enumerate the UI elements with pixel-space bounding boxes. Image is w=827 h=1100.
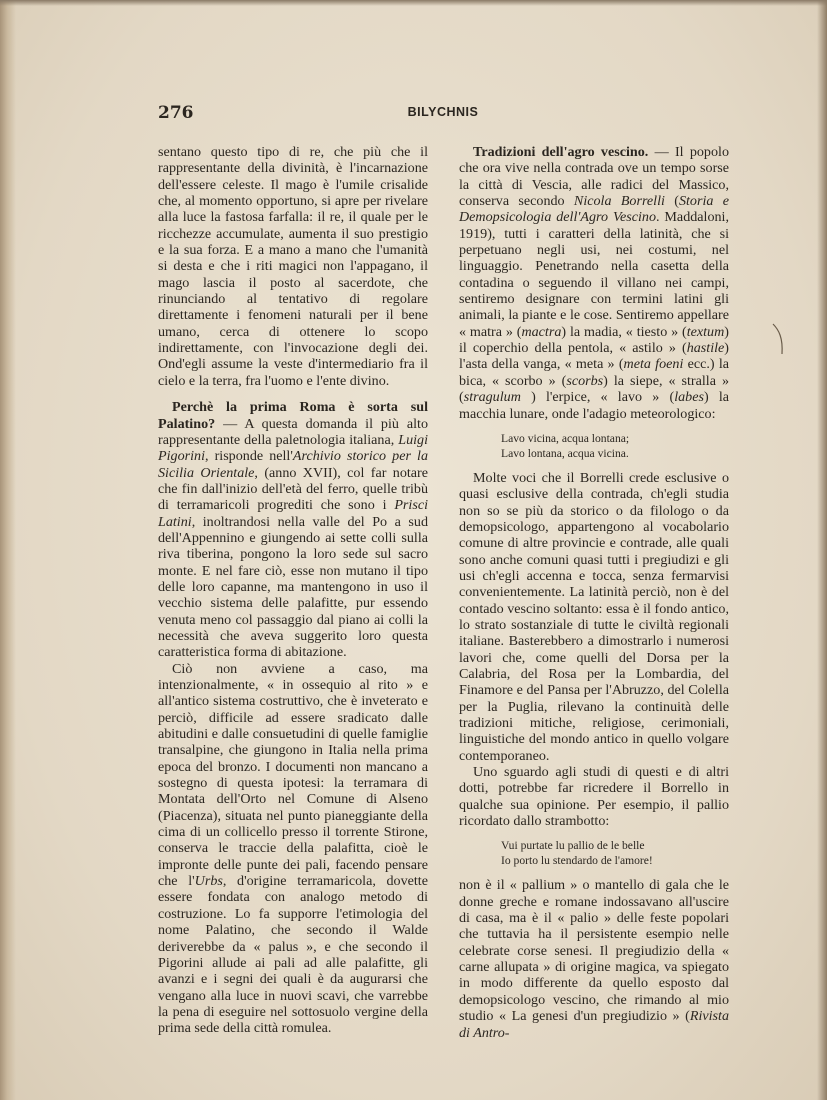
latin-word: hastile	[686, 340, 725, 357]
latin-word: mactra	[521, 323, 562, 340]
verse-line: Lavo lontana, acqua vicina.	[501, 446, 629, 460]
paragraph-sguardo: Uno sguardo agli studi di questi e di altri dotti, potrebbe far ricredere il Borrello in qualche sua opinione. Per esempio, il pallio ricordato dallo strambotto:	[459, 764, 729, 830]
latin-word: stragulum	[463, 389, 521, 406]
section-lead-palatino: Perchè la prima Roma è sorta sul Palatino?	[158, 399, 428, 432]
verse-line: Io porto lu stendardo de l'amore!	[501, 854, 653, 868]
page-edge-shadow-right	[817, 0, 827, 1100]
author-name: Luigi Pigorini	[158, 431, 428, 465]
journal-title: Archivio storico per la Sicilia Orientale	[158, 448, 429, 481]
latin-word: labes	[674, 389, 704, 406]
paragraph-continued: sentano questo tipo di re, che più che il rappresentante della divinità, è l'incarnazione dell'essere celeste. Il mago è l'umile crisalide che, al momento opportuno, si apre per rivelare alla luce la fastosa farfalla: il re, il quale per le ricchezze accumulate, aumenta il suo prestigio e la sua forza. E a mano a mano che l'umanità si desta e che i riti magici non l'appagano, il mago lascia il posto al sacerdote, che rinunciando al tentativo di regolare direttamente i fenomeni naturali per il bene umano, cerca di ottenere lo scopo indirettamente, con l'invocazione degli dei. Ond'egli assume la veste d'intermediario fra il cielo e la terra, fra l'uomo e l'ente divino.	[158, 144, 428, 389]
paragraph-rito: Ciò non avviene a caso, ma intenzionalmente, « in ossequio al rito » e all'antico sistema costruttivo, che è inveterato e perciò, difficile ad essere sradicato dalle abitudini e dalle consuetudini di quelle famiglie transalpine, che giungono in Italia nella prima epoca del bronzo. I documenti non mancano a sostegno di questa ipotesi: la terramara di Montata dell'Orto nel Comune di Alseno (Piacenza), situata nel punto pianeggiante della cima di un collicello presso il torrente Stirone, conserva le traccie della palafitta, cioè le impronte delle punte dei pali, facendo pensare che l'Urbs, d'origine terramaricola, dovette essere fondata con analogo metodo di costruzione. Lo fa supporre l'etimologia del nome Palatino, che secondo il Walde deriverebbe da « palus », e che secondo il Pigorini allude ai pali ad alle palafitte, gli avanzi e i segni dei quali è da augurarsi che vengano alla luce in nuovi scavi, che varrebbe la pena di eseguire nel sottosuolo vergine della prima sede della città romulea.	[158, 660, 428, 1037]
right-column	[459, 144, 729, 1041]
section-lead-vescino: Tradizioni dell'agro vescino.	[473, 144, 649, 160]
latin-word: meta foeni	[623, 356, 684, 373]
latin-word: textum	[686, 323, 725, 340]
paragraph-vescino: Tradizioni dell'agro vescino. — Il popolo che ora vive nella contrada ove un tempo sorse la città di Vescia, alle radici del Massico, conserva secondo Nicola Borrelli (Storia e Demopsicologia dell'Agro Vescino. Maddaloni, 1919), tutti i caratteri della latinità, che si perpetuano negli usi, nei costumi, nel linguaggio. Penetrando nella casetta della contadina o seguendo il villano nei campi, sentiremo designare con termini latini gli animali, la piante e le cose. Sentiremo appellare « matra » (mactra) la madia, « tiesto » (textum) il coperchio della pentola, « astilo » (hastile) l'asta della vanga, « meta » (meta foeni ecc.) la bica, « scorbo » (scorbs) la siepe, « stralla » (stragulum ) l'erpice, « lavo » (labes) la macchia lunare, onde l'adagio meteorologico:	[459, 144, 730, 422]
paragraph-palatino: Perchè la prima Roma è sorta sul Palatino? — A questa domanda il più alto rappresentante della paletnologia italiana, Luigi Pigorini, risponde nell'Archivio storico per la Sicilia Orientale, (anno XVII), col far notare che fin dall'inizio dell'età del ferro, quelle tribù di terramaricoli progrediti che sono i Prisci Latini, inoltrandosi nella valle del Po a sud dell'Appennino e giungendo ai sette colli sulla riva tiberina, pongono la loro sede sul sacro monte. E nel fare ciò, esse non mutano il tipo delle loro capanne, ma mantengono in uso il vecchio sistema delle palafitte, pur essendo venuta meno col passaggio dal piano ai colli la necessità che aveva suggerito loro questa caratteristica forma di abitazione.	[158, 399, 429, 661]
verse-line: Vui purtate lu pallio de le belle	[501, 839, 645, 853]
margin-pencil-mark	[771, 322, 787, 358]
verse-strambotto	[501, 838, 729, 868]
journal-title: Rivista di Antro-	[459, 1008, 729, 1041]
author-name: Nicola Borrelli	[573, 193, 665, 210]
running-head: BILYCHNIS	[407, 105, 479, 119]
latin-word: scorbs	[566, 372, 604, 389]
paragraph-borrelli: Molte voci che il Borrelli crede esclusive o quasi esclusive della contrada, ch'egli studia non so se più da storico o da filologo o da demopsicologo, appartengono al vocabolario comune di altre provincie e contrade, alle quali sono anche comuni quasi tutti i pregiudizi e gli usi ch'egli accenna e tocca, senza fermarvisi convenientemente. La latinità perciò, non è del contado vescino soltanto: essa è il fondo antico, lo strato sostanziale di tutte le civiltà regionali italiane. Basterebbero a dimostrarlo i numerosi lavori che, come quelli del Dorsa per la Calabria, del Rosa per la Lombardia, del Finamore e del Pansa per l'Abruzzo, del Colella per la Puglia, rilevano la continuità delle tradizioni mitiche, religiose, cerimoniali, linguistiche del mondo antico in quello volgare contemporaneo.	[459, 469, 729, 764]
page-edge-shadow-top	[0, 0, 827, 6]
page-number: 276	[158, 103, 194, 123]
page-edge-shadow-left	[0, 0, 16, 1100]
latin-term: Prisci Latini	[158, 497, 428, 530]
left-column	[158, 144, 428, 1037]
latin-term: Urbs	[194, 873, 223, 890]
paragraph-pallium: non è il « pallium » o mantello di gala che le donne greche e romane indossavano all'uscire di casa, ma è il « palio » delle feste popolari che tuttavia ha il persistente esempio nelle celebrate corse senesi. Il pregiudizio della « carne allupata » di origine magica, va spiegato in modo differente da quello esposto dal demopsicologo vescino, che rimando al mio studio « La genesi d'un pregiudizio » (Rivista di Antro-	[459, 877, 729, 1041]
verse-line: Lavo vicina, acqua lontana;	[501, 431, 630, 445]
book-title: Storia e Demopsicologia dell'Agro Vescino	[459, 193, 729, 226]
page-header	[158, 103, 728, 125]
verse-adagio	[501, 431, 729, 461]
